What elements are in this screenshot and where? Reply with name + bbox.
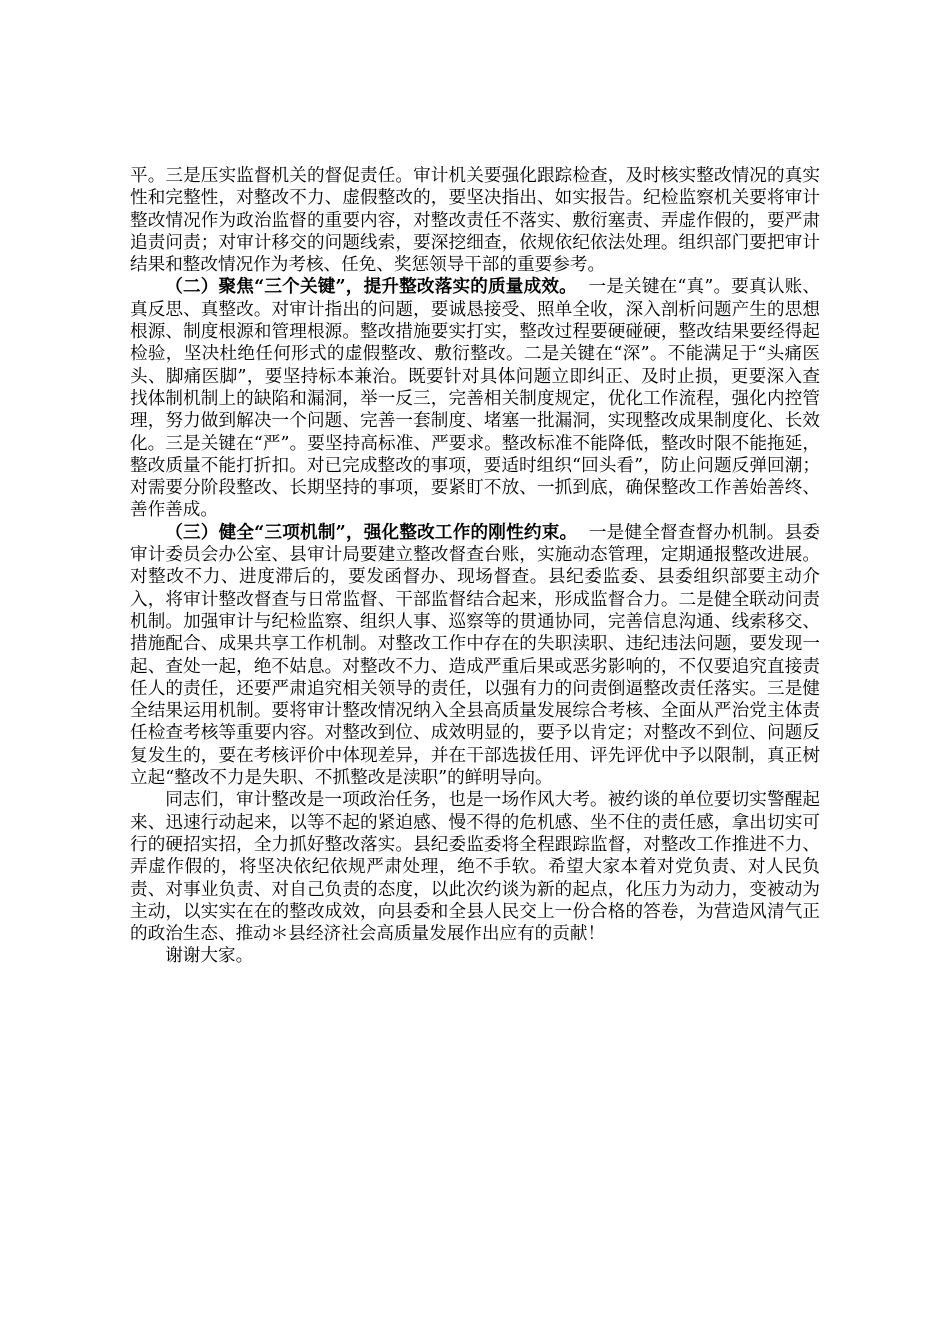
paragraph-text: 一是关键在“真”。要真认账、真反思、真整改。对审计指出的问题，要诚恳接受、照单全收，深入剖析问题产生的思想根源、制度根源和管理根源。整改措施要实打实，整改过程要硬碰硬，整改结果要经得起检验，坚决杜绝任何形式的虚假整改、敷衍整改。二是关键在“深”。不能满足于“头痛医头、脚痛医脚”，要坚持标本兼治。既要针对具体问题立即纠正、及时止损，更要深入查找体制机制上的缺陷和漏洞，举一反三，完善相关制度规定，优化工作流程，强化内控管理，努力做到解决一个问题、完善一套制度、堵塞一批漏洞，实现整改成果制度化、长效化。三是关键在“严”。要坚持高标准、严要求。整改标准不能降低，整改时限不能拖延，整改质量不能打折扣。对已完成整改的事项，要适时组织“回头看”，防止问题反弹回潮；对需要分阶段整改、长期坚持的事项，要紧盯不放、一抓到底，确保整改工作善始善终、善作善成。 — [130, 277, 820, 521]
paragraph-closing-remarks — [130, 789, 820, 945]
document-body — [130, 165, 820, 968]
section-heading-three-keys: （二）聚焦“三个关键”，提升整改落实的质量成效。 — [165, 276, 577, 298]
paragraph-text: 谢谢大家。 — [165, 946, 254, 967]
paragraph-text: 平。三是压实监督机关的督促责任。审计机关要强化跟踪检查，及时核实整改情况的真实性和完整性，对整改不力、虚假整改的，要坚决指出、如实报告。纪检监察机关要将审计整改情况作为政治监督的重要内容，对整改责任不落实、敷衍塞责、弄虚作假的，要严肃追责问责；对审计移交的问题线索，要深挖细查，依规依纪依法处理。组织部门要把审计结果和整改情况作为考核、任免、奖惩领导干部的重要参考。 — [130, 166, 820, 276]
paragraph-text: 同志们，审计整改是一项政治任务，也是一场作风大考。被约谈的单位要切实警醒起来、迅速行动起来，以等不起的紧迫感、慢不得的危机感、坐不住的责任感，拿出切实可行的硬招实招，全力抓好整改落实。县纪委监委将全程跟踪监督，对整改工作推进不力、弄虚作假的，将坚决依纪依规严肃处理，绝不手软。希望大家本着对党负责、对人民负责、对事业负责、对自己负责的态度，以此次约谈为新的起点，化压力为动力，变被动为主动，以实实在在的整改成效，向县委和全县人民交上一份合格的答卷，为营造风清气正的政治生态、推动＊县经济社会高质量发展作出应有的贡献！ — [130, 790, 820, 945]
paragraph-three-mechanisms — [130, 522, 820, 790]
paragraph-text: 一是健全督查督办机制。县委审计委员会办公室、县审计局要建立整改督查台账，实施动态管理，定期通报整改进展。对整改不力、进度滞后的，要发函督办、现场督查。县纪委监委、县委组织部要主动介入，将审计整改督查与日常监督、干部监督结合起来，形成监督合力。二是健全联动问责机制。加强审计与纪检监察、组织人事、巡察等的贯通协同，完善信息沟通、线索移交、措施配合、成果共享工作机制。对整改工作中存在的失职渎职、违纪违法问题，要发现一起、查处一起，绝不姑息。对整改不力、造成严重后果或恶劣影响的，不仅要追究直接责任人的责任，还要严肃追究相关领导的责任，以强有力的问责倒逼整改责任落实。三是健全结果运用机制。要将审计整改情况纳入全县高质量发展综合考核、全面从严治党主体责任检查考核等重要内容。对整改到位、成效明显的，要予以肯定；对整改不到位、问题反复发生的，要在考核评价中体现差异，并在干部选拔任用、评先评优中予以限制，真正树立起“整改不力是失职、不抓整改是渎职”的鲜明导向。 — [130, 522, 820, 789]
section-heading-three-mechanisms: （三）健全“三项机制”，强化整改工作的刚性约束。 — [165, 521, 578, 543]
paragraph-thanks — [130, 945, 820, 967]
paragraph-three-keys — [130, 276, 820, 521]
paragraph-supervision-duty — [130, 165, 820, 276]
